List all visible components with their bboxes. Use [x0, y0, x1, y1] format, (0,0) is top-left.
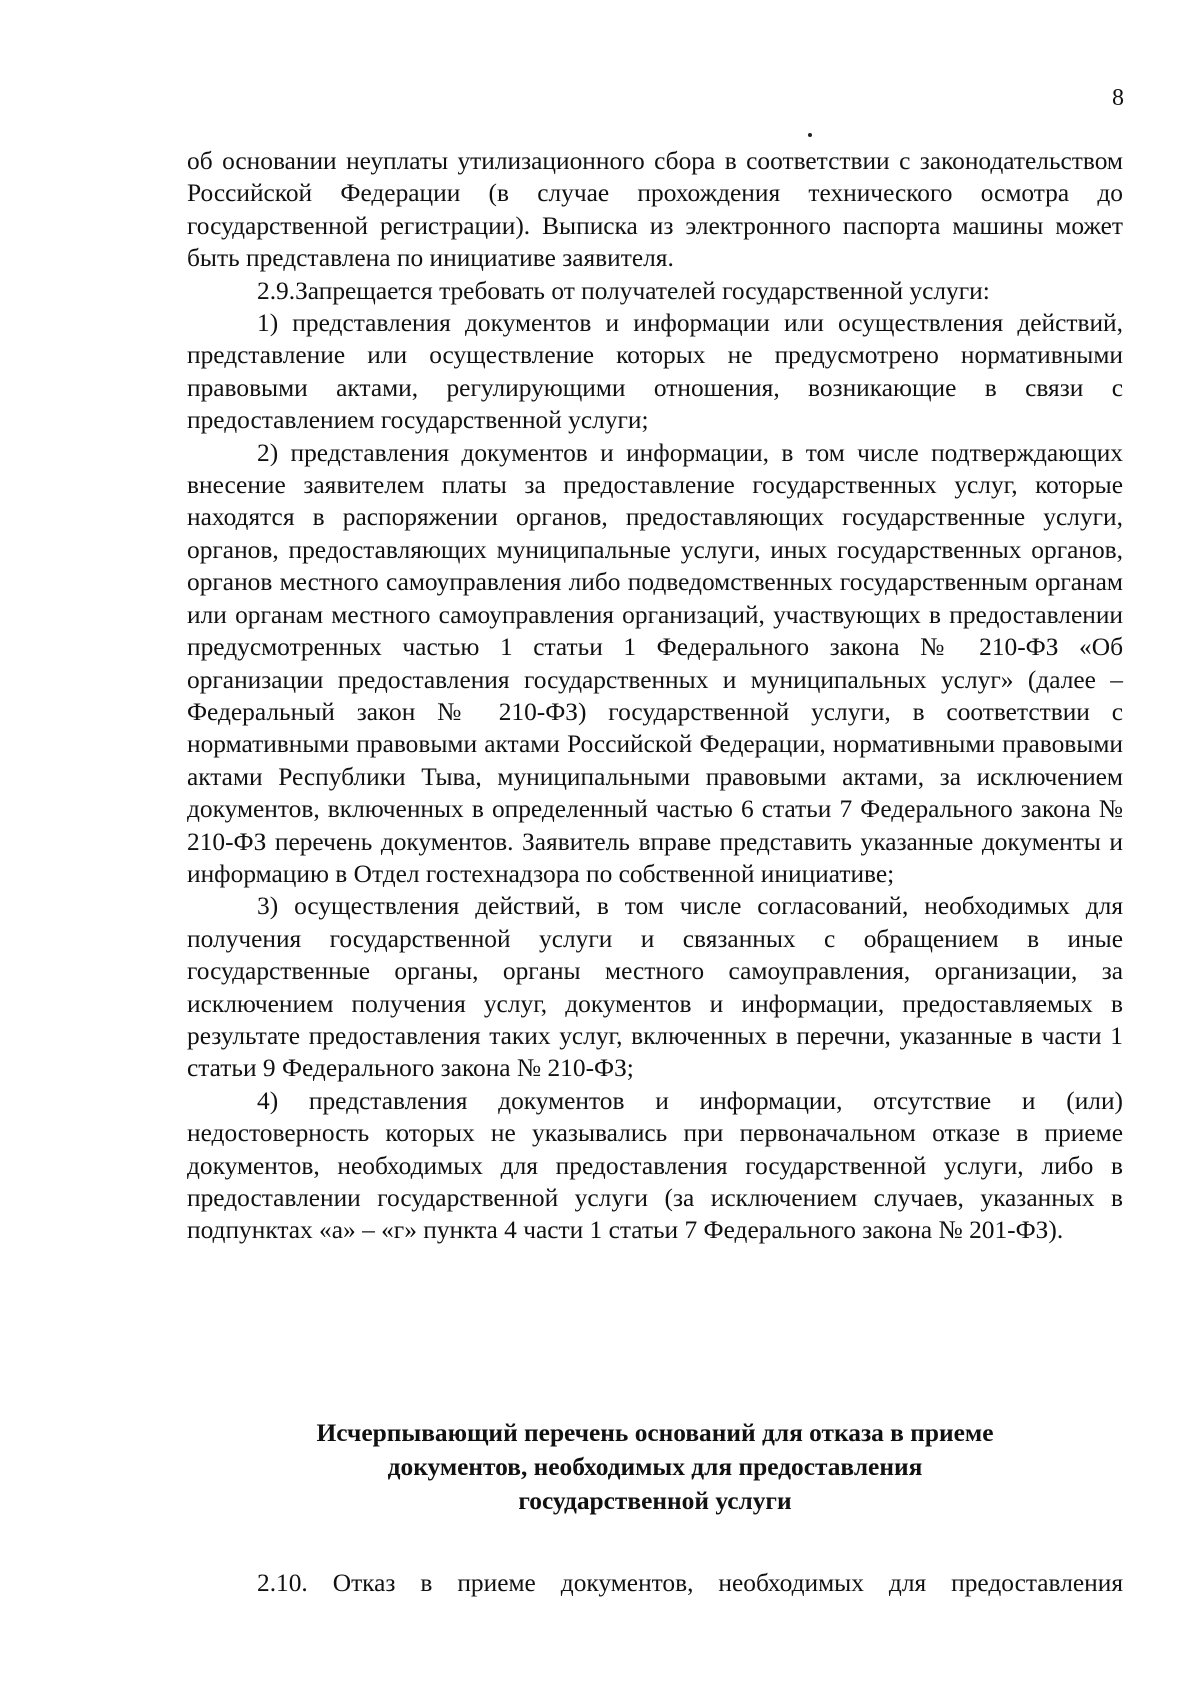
paragraph-item-3: 3) осуществления действий, в том числе согласований, необходимых для получения государственной услуги и связанных с обращением в иные государственные органы, органы местного самоуправления, организации, за исключением получения услуг, документов и информации, предоставляемых в результате предоставления таких услуг, включенных в перечни, указанные в части 1 статьи 9 Федерального закона № 210-ФЗ;	[187, 892, 1123, 1083]
section-heading-line-2: документов, необходимых для предоставления	[387, 1453, 923, 1481]
paragraph-item-2: 2) представления документов и информации, в том числе подтверждающих внесение заявителем платы за предоставление государственных услуг, которые находятся в распоряжении органов, предоставляющих государственные услуги, органов, предоставляющих муниципальные услуги, иных государственных органов, органов местного самоуправления либо подведомственных государственным органам или органам местного самоуправления организаций, участвующих в предоставлении предусмотренных частью 1 статьи 1 Федерального закона № 210-ФЗ «Об организации предоставления государственных и муниципальных услуг» (далее – Федеральный закон № 210-ФЗ) государственной услуги, в соответствии с нормативными правовыми актами Российской Федерации, нормативными правовыми актами Республики Тыва, муниципальными правовыми актами, за исключением документов, включенных в определенный частью 6 статьи 7 Федерального закона № 210-ФЗ перечень документов. Заявитель вправе представить указанные документы и информацию в Отдел гостехнадзора по собственной инициативе;	[187, 438, 1123, 888]
section-heading	[187, 1416, 1123, 1518]
paragraph-continuation: об основании неуплаты утилизационного сбора в соответствии с законодательством Российской Федерации (в случае прохождения технического осмотра до государственной регистрации). Выписка из электронного паспорта машины может быть представлена по инициативе заявителя.	[187, 147, 1123, 273]
section-heading-line-1: Исчерпывающий перечень оснований для отказа в приеме	[316, 1419, 994, 1447]
paragraph-clause-2-9: 2.9.Запрещается требовать от получателей государственной услуги:	[257, 276, 990, 305]
paragraph-clause-2-10: 2.10. Отказ в приеме документов, необходимых для предоставления	[257, 1569, 1123, 1597]
page-number: 8	[1112, 85, 1124, 111]
section-heading-line-3: государственной услуги	[518, 1487, 792, 1515]
paragraph-item-1: 1) представления документов и информации или осуществления действий, представление или осуществление которых не предусмотрено нормативными правовыми актами, регулирующими отношения, возникающие в связи с предоставлением государственной услуги;	[187, 309, 1123, 435]
document-body	[187, 145, 1123, 1247]
scan-artifact-dot	[808, 133, 812, 137]
paragraph-item-4: 4) представления документов и информации, отсутствие и (или) недостоверность которых не указывались при первоначальном отказе в приеме документов, необходимых для предоставления государственной услуги, либо в предоставлении государственной услуги (за исключением случаев, указанных в подпунктах «а» – «г» пункта 4 части 1 статьи 7 Федерального закона № 201-ФЗ).	[187, 1086, 1123, 1245]
